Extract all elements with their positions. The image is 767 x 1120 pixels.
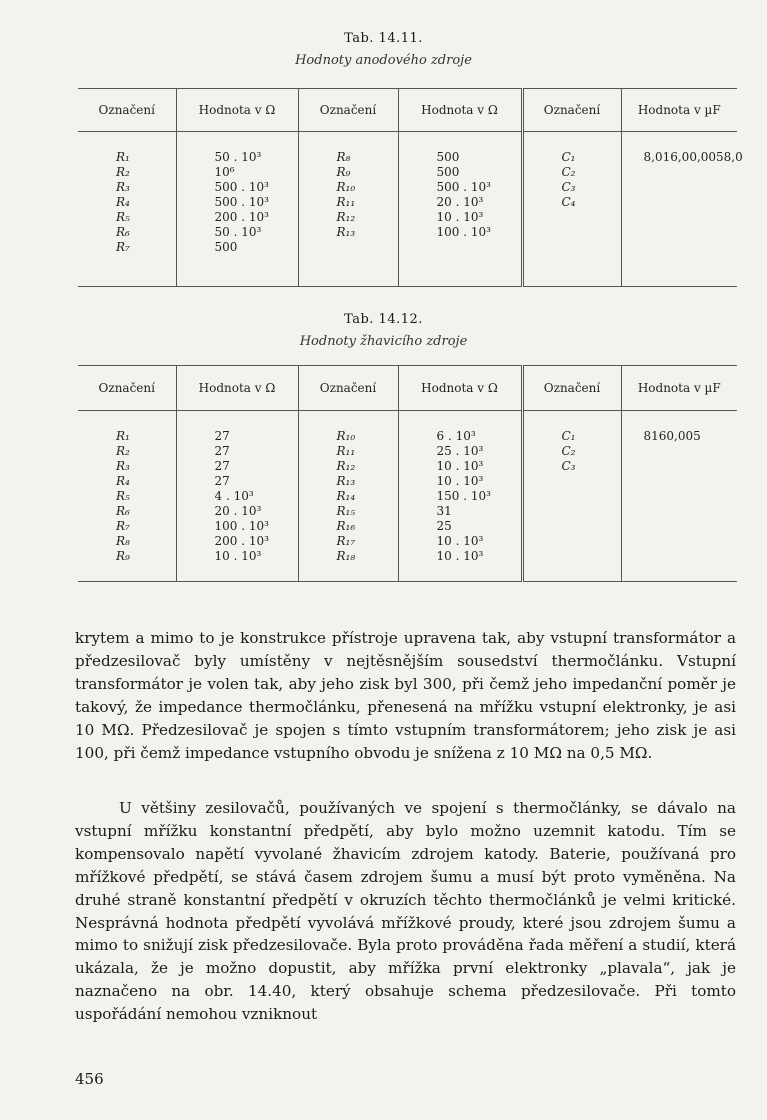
table2-col2-symbols [298, 429, 398, 582]
table1-header-value-3: Hodnota v µF [621, 89, 737, 132]
table2-col1-symbols-item: R₁ [116, 429, 130, 443]
table2-col2-symbols-item: R₁₂ [336, 459, 356, 473]
table2-title: Hodnoty žhavicího zdroje [299, 334, 468, 349]
table2-col1-symbols-item: R₉ [116, 549, 130, 563]
table1-col1-symbols [78, 150, 176, 287]
table2-col1-values-item: 27 [214, 444, 230, 458]
table2-header-designation-3: Označení [522, 366, 621, 411]
table2-col2-values-item: 150 . 10³ [436, 489, 491, 503]
table1-col2-values-item: 500 . 10³ [436, 180, 491, 194]
table2-col2-symbols-item: R₁₆ [336, 519, 356, 533]
table2-col1-symbols [78, 429, 176, 582]
table2-col1-values-item: 10 . 10³ [214, 549, 262, 563]
table2-col2-symbols-item: R₁₈ [336, 549, 356, 563]
table1-col3-values-item: 0,005 [689, 150, 724, 164]
table2-col3-symbols-item: C₃ [561, 459, 576, 473]
table2-col1-values-item: 100 . 10³ [214, 519, 269, 533]
table1-col3-values-item: 8,0 [643, 150, 663, 164]
table1 [78, 88, 743, 287]
table2-col3-symbols-item: C₁ [561, 429, 576, 443]
table1-col1-symbols-item: R₂ [116, 165, 130, 179]
table2-col2-values-item: 10 . 10³ [436, 534, 484, 548]
table1-col2-values-item: 10 . 10³ [436, 210, 484, 224]
table1-title: Hodnoty anodového zdroje [295, 53, 472, 68]
table1-col2-values-item: 500 [436, 165, 460, 179]
table1-col1-values-item: 500 . 10³ [214, 180, 269, 194]
table2-col2-values-item: 25 [436, 519, 452, 533]
table2-col3-symbols [522, 429, 621, 582]
table1-col1-values-item: 50 . 10³ [214, 225, 262, 239]
table1-col1-values-item: 500 . 10³ [214, 195, 269, 209]
table2-col1-symbols-item: R₅ [116, 489, 130, 503]
body-paragraph-2: U většiny zesilovačů, používaných ve spojení s thermočlánky, se dávalo na vstupní mřížku konstantní předpětí, aby bylo možno uzemnit katodu. Tím se kompensovalo napětí vyvolané žhavicím zdrojem katody. Baterie, používaná pro mřížkové předpětí, se stává časem zdrojem šumu a musí být proto vyměněna. Na druhé straně konstantní předpětí v okruzích těchto thermočlánků je velmi kritické. Nesprávná hodnota předpětí vyvolává mřížkové proudy, které jsou zdrojem šumu a mimo to snižují zisk předzesilovače. Byla proto prováděna řada měření a studií, která ukázala, že je možno dopustit, aby mřížka první elektronky „plavala“, jak je naznačeno na obr. 14.40, který obsahuje schema předzesilovače. Při tomto uspořádání nemohou vzniknout [75, 799, 736, 1024]
table2-col1-symbols-item: R₂ [116, 444, 130, 458]
table2-col2-symbols-item: R₁₀ [336, 429, 356, 443]
table2-col1-values-item: 27 [214, 459, 230, 473]
table2-header-designation-1: Označení [78, 366, 176, 411]
table1-col1-values-item: 200 . 10³ [214, 210, 269, 224]
page-number: 456 [75, 1070, 104, 1088]
table2-col3-values-item: 16 [651, 429, 667, 443]
table1-col1-values-item: 50 . 10³ [214, 150, 262, 164]
table1-header-designation-3: Označení [522, 89, 621, 132]
table2-col2-symbols-item: R₁₇ [336, 534, 356, 548]
table2-col1-symbols-item: R₄ [116, 474, 130, 488]
table2-col3-values-item: 0,005 [666, 429, 701, 443]
table2-col1-values-item: 27 [214, 474, 230, 488]
table1-header-value-2: Hodnota v Ω [398, 89, 522, 132]
table1-col3-symbols-item: C₃ [561, 180, 576, 194]
table2-col1-values-item: 4 . 10³ [214, 489, 254, 503]
table1-header-value-1: Hodnota v Ω [176, 89, 298, 132]
table2-col1-values [176, 429, 298, 582]
table1-col2-symbols-item: R₁₃ [336, 225, 356, 239]
table2-col3-values-item: 8 [643, 429, 652, 443]
table2 [78, 365, 737, 582]
table1-col2-symbols-item: R₁₂ [336, 210, 356, 224]
table2-col2-symbols-item: R₁₁ [336, 444, 356, 458]
table2-col1-symbols-item: R₈ [116, 534, 130, 548]
table1-col2-symbols-item: R₉ [336, 165, 351, 179]
table1-col3-symbols-item: C₄ [561, 195, 576, 209]
table2-col1-symbols-item: R₆ [116, 504, 130, 518]
table1-col2-values-item: 100 . 10³ [436, 225, 491, 239]
table1-col2-symbols [298, 150, 398, 287]
table1-col3-symbols-item: C₂ [561, 165, 576, 179]
table1-header-designation-2: Označení [298, 89, 398, 132]
table2-col2-values-item: 10 . 10³ [436, 549, 484, 563]
table1-col1-symbols-item: R₇ [116, 240, 130, 254]
table1-col2-values-item: 500 [436, 150, 460, 164]
table2-col2-symbols-item: R₁₅ [336, 504, 356, 518]
table1-col3-values-item: 16,0 [662, 150, 690, 164]
table1-col1-symbols-item: R₅ [116, 210, 130, 224]
table2-col2-values-item: 10 . 10³ [436, 474, 484, 488]
table1-col1-symbols-item: R₁ [116, 150, 130, 164]
table2-col2-values [398, 429, 522, 582]
table2-number: Tab. 14.12. [344, 312, 423, 327]
table2-col3-symbols-item: C₂ [561, 444, 576, 458]
table1-col3-symbols [522, 150, 621, 287]
table2-col2-values-item: 31 [436, 504, 452, 518]
table1-col1-values-item: 500 [214, 240, 238, 254]
table2-col2-values-item: 25 . 10³ [436, 444, 484, 458]
table1-col1-symbols-item: R₃ [116, 180, 130, 194]
table1-col2-values [398, 150, 522, 287]
table2-col1-symbols-item: R₃ [116, 459, 130, 473]
table2-header-value-2: Hodnota v Ω [398, 366, 522, 411]
table1-header-designation-1: Označení [78, 89, 176, 132]
table1-col2-symbols-item: R₁₀ [336, 180, 356, 194]
table2-col1-values-item: 20 . 10³ [214, 504, 262, 518]
table2-col2-symbols-item: R₁₄ [336, 489, 356, 503]
table1-col2-symbols-item: R₈ [336, 150, 351, 164]
table2-col3-values [621, 429, 737, 582]
table2-col1-values-item: 200 . 10³ [214, 534, 269, 548]
table1-number: Tab. 14.11. [344, 31, 423, 46]
table1-col1-symbols-item: R₄ [116, 195, 130, 209]
table1-col1-symbols-item: R₆ [116, 225, 130, 239]
table1-col2-values-item: 20 . 10³ [436, 195, 484, 209]
table1-col3-values [621, 150, 743, 287]
table2-header-value-1: Hodnota v Ω [176, 366, 298, 411]
table2-col1-values-item: 27 [214, 429, 230, 443]
body-paragraph-1: krytem a mimo to je konstrukce přístroje upravena tak, aby vstupní transformátor a předzesilovač byly umístěny v nejtěsnějším sousedství thermočlánku. Vstupní transformátor je volen tak, aby jeho zisk byl 300, při čemž jeho impedanční poměr je takový, že impedance thermočlánku, přenesená na mřížku vstupní elektronky, je asi 10 MΩ. Předzesilovač je spojen s tímto vstupním transformátorem; jeho zisk je asi 100, při čemž impedance vstupního obvodu je snížena z 10 MΩ na 0,5 MΩ. [75, 629, 736, 762]
table1-col3-values-item: 8,0 [723, 150, 743, 164]
table2-col2-values-item: 6 . 10³ [436, 429, 476, 443]
table1-col1-values-item: 10⁶ [214, 165, 235, 179]
table1-col3-symbols-item: C₁ [561, 150, 576, 164]
table1-col1-values [176, 150, 298, 287]
table2-col2-symbols-item: R₁₃ [336, 474, 356, 488]
table1-col2-symbols-item: R₁₁ [336, 195, 356, 209]
table2-header-designation-2: Označení [298, 366, 398, 411]
table2-col1-symbols-item: R₇ [116, 519, 130, 533]
table2-col2-values-item: 10 . 10³ [436, 459, 484, 473]
table2-header-value-3: Hodnota v µF [621, 366, 737, 411]
